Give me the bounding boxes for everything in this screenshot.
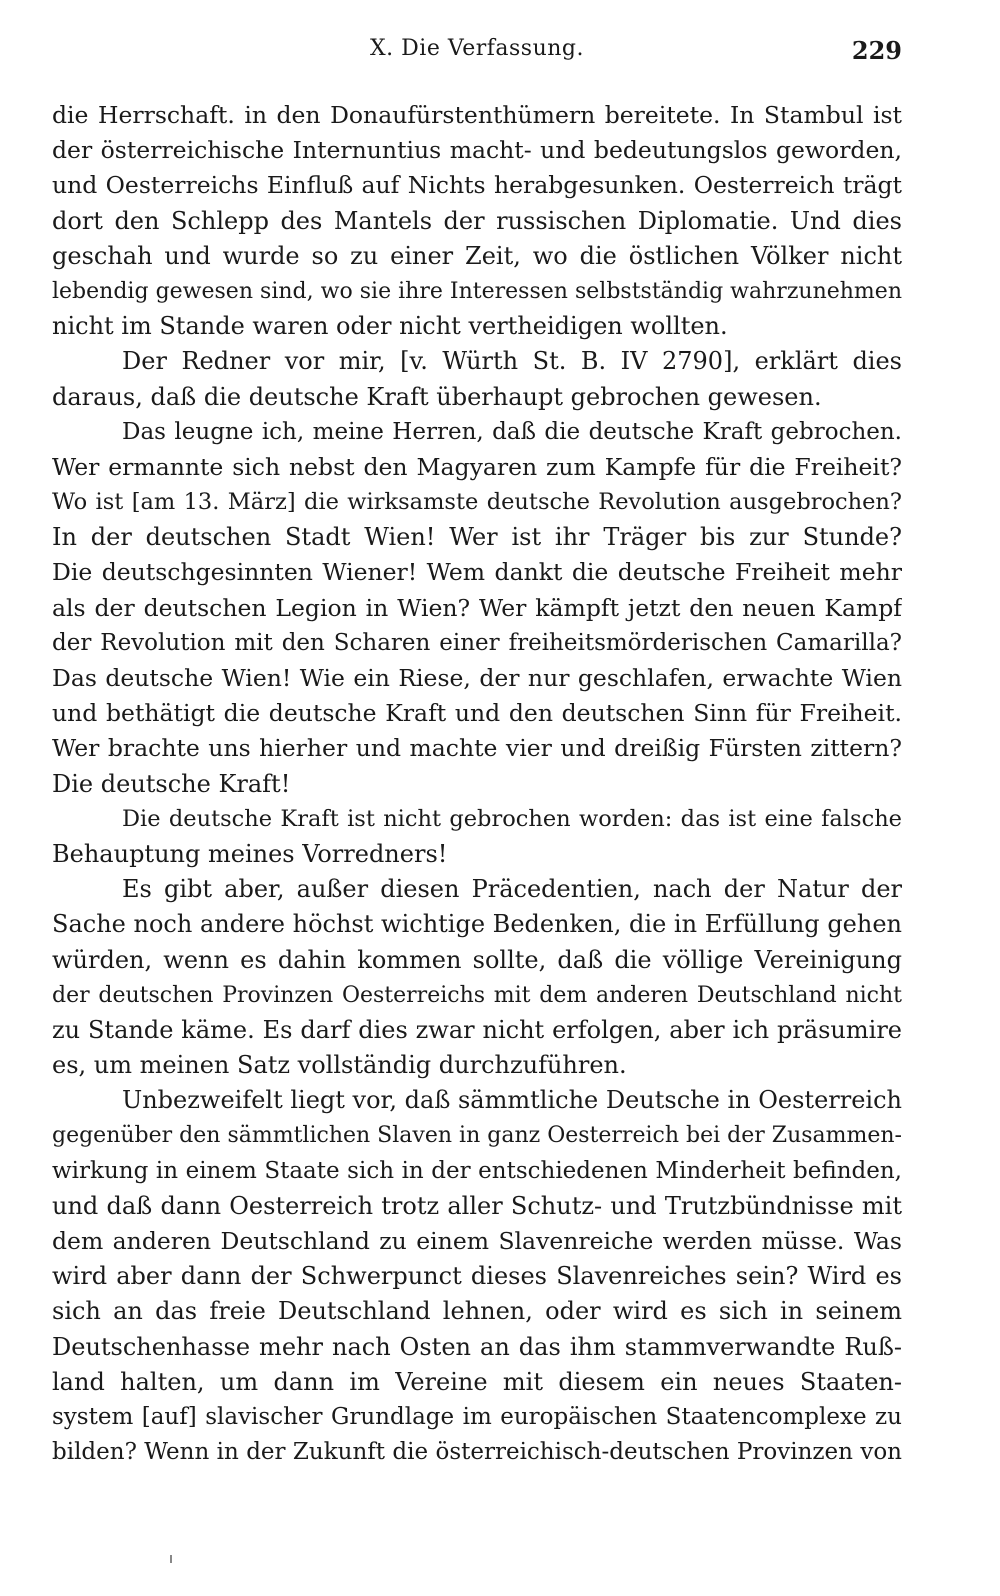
- text-line: der deutschen Provinzen Oesterreichs mit dem anderen Deutschland nicht: [52, 982, 902, 1008]
- text-line: wird aber dann der Schwerpunct dieses Slavenreiches sein? Wird es: [52, 1262, 902, 1291]
- print-speck: [170, 1555, 172, 1563]
- text-line: dort den Schlepp des Mantels der russischen Diplomatie. Und dies: [52, 206, 902, 235]
- text-line: nicht im Stande waren oder nicht vertheidigen wollten.: [52, 312, 728, 341]
- text-line: gegenüber den sämmtlichen Slaven in ganz Oesterreich bei der Zusammen-: [52, 1123, 902, 1149]
- text-line: Die deutsche Kraft ist nicht gebrochen worden: das ist eine falsche: [122, 805, 902, 832]
- text-line: Wer ermannte sich nebst den Magyaren zum Kampfe für die Freiheit?: [52, 452, 902, 481]
- text-line: Behauptung meines Vorredners!: [52, 839, 448, 868]
- text-line: der Revolution mit den Scharen einer freiheitsmörderischen Camarilla?: [52, 629, 902, 656]
- running-head: [52, 36, 902, 66]
- text-line: sich an das freie Deutschland lehnen, oder wird es sich in seinem: [52, 1297, 902, 1326]
- text-line: dem anderen Deutschland zu einem Slavenreiche werden müsse. Was: [52, 1227, 902, 1255]
- running-title: X. Die Verfassung.: [370, 36, 584, 61]
- text-line: die Herrschaft. in den Donaufürstenthümern bereitete. In Stambul ist: [52, 101, 902, 129]
- text-line: Der Redner vor mir, [v. Würth St. B. IV 2790], erklärt dies: [122, 347, 902, 376]
- text-line: Das leugne ich, meine Herren, daß die deutsche Kraft gebrochen.: [122, 418, 902, 445]
- text-line: daraus, daß die deutsche Kraft überhaupt gebrochen gewesen.: [52, 382, 822, 411]
- text-line: Unbezweifelt liegt vor, daß sämmtliche Deutsche in Oesterreich: [122, 1086, 902, 1115]
- text-line: wirkung in einem Staate sich in der entschiedenen Minderheit befinden,: [52, 1157, 902, 1184]
- page-number: 229: [851, 36, 902, 65]
- body-text: [52, 98, 902, 1470]
- text-line: der österreichische Internuntius macht- und bedeutungslos geworden,: [52, 136, 902, 165]
- text-line: lebendig gewesen sind, wo sie ihre Interessen selbstständig wahrzunehmen: [52, 278, 902, 304]
- text-line: Die deutsche Kraft!: [52, 769, 291, 798]
- text-line: bilden? Wenn in der Zukunft die österreichisch-deutschen Provinzen von: [52, 1439, 902, 1466]
- text-line: Wo ist [am 13. März] die wirksamste deutsche Revolution ausgebrochen?: [52, 489, 902, 516]
- text-line: und daß dann Oesterreich trotz aller Schutz- und Trutzbündnisse mit: [52, 1191, 902, 1220]
- text-line: und bethätigt die deutsche Kraft und den deutschen Sinn für Freiheit.: [52, 699, 902, 728]
- text-line: würden, wenn es dahin kommen sollte, daß die völlige Vereinigung: [52, 945, 902, 974]
- text-line: geschah und wurde so zu einer Zeit, wo die östlichen Völker nicht: [52, 241, 902, 270]
- text-line: Sache noch andere höchst wichtige Bedenken, die in Erfüllung gehen: [52, 910, 902, 939]
- text-line: Es gibt aber, außer diesen Präcedentien, nach der Natur der: [122, 875, 902, 904]
- text-line: system [auf] slavischer Grundlage im europäischen Staatencomplexe zu: [52, 1403, 902, 1430]
- text-line: zu Stande käme. Es darf dies zwar nicht erfolgen, aber ich präsumire: [52, 1015, 902, 1044]
- text-line: und Oesterreichs Einfluß auf Nichts herabgesunken. Oesterreich trägt: [52, 171, 902, 200]
- text-line: als der deutschen Legion in Wien? Wer kämpft jetzt den neuen Kampf: [52, 593, 902, 622]
- text-line: In der deutschen Stadt Wien! Wer ist ihr Träger bis zur Stunde?: [52, 523, 902, 552]
- text-line: Das deutsche Wien! Wie ein Riese, der nur geschlafen, erwachte Wien: [52, 664, 902, 692]
- text-line: Die deutschgesinnten Wiener! Wem dankt die deutsche Freiheit mehr: [52, 558, 902, 587]
- text-line: land halten, um dann im Vereine mit diesem ein neues Staaten-: [52, 1367, 902, 1396]
- text-line: Deutschenhasse mehr nach Osten an das ihm stammverwandte Ruß-: [52, 1332, 902, 1361]
- text-line: es, um meinen Satz vollständig durchzuführen.: [52, 1051, 627, 1080]
- text-line: Wer brachte uns hierher und machte vier und dreißig Fürsten zittern?: [52, 734, 902, 763]
